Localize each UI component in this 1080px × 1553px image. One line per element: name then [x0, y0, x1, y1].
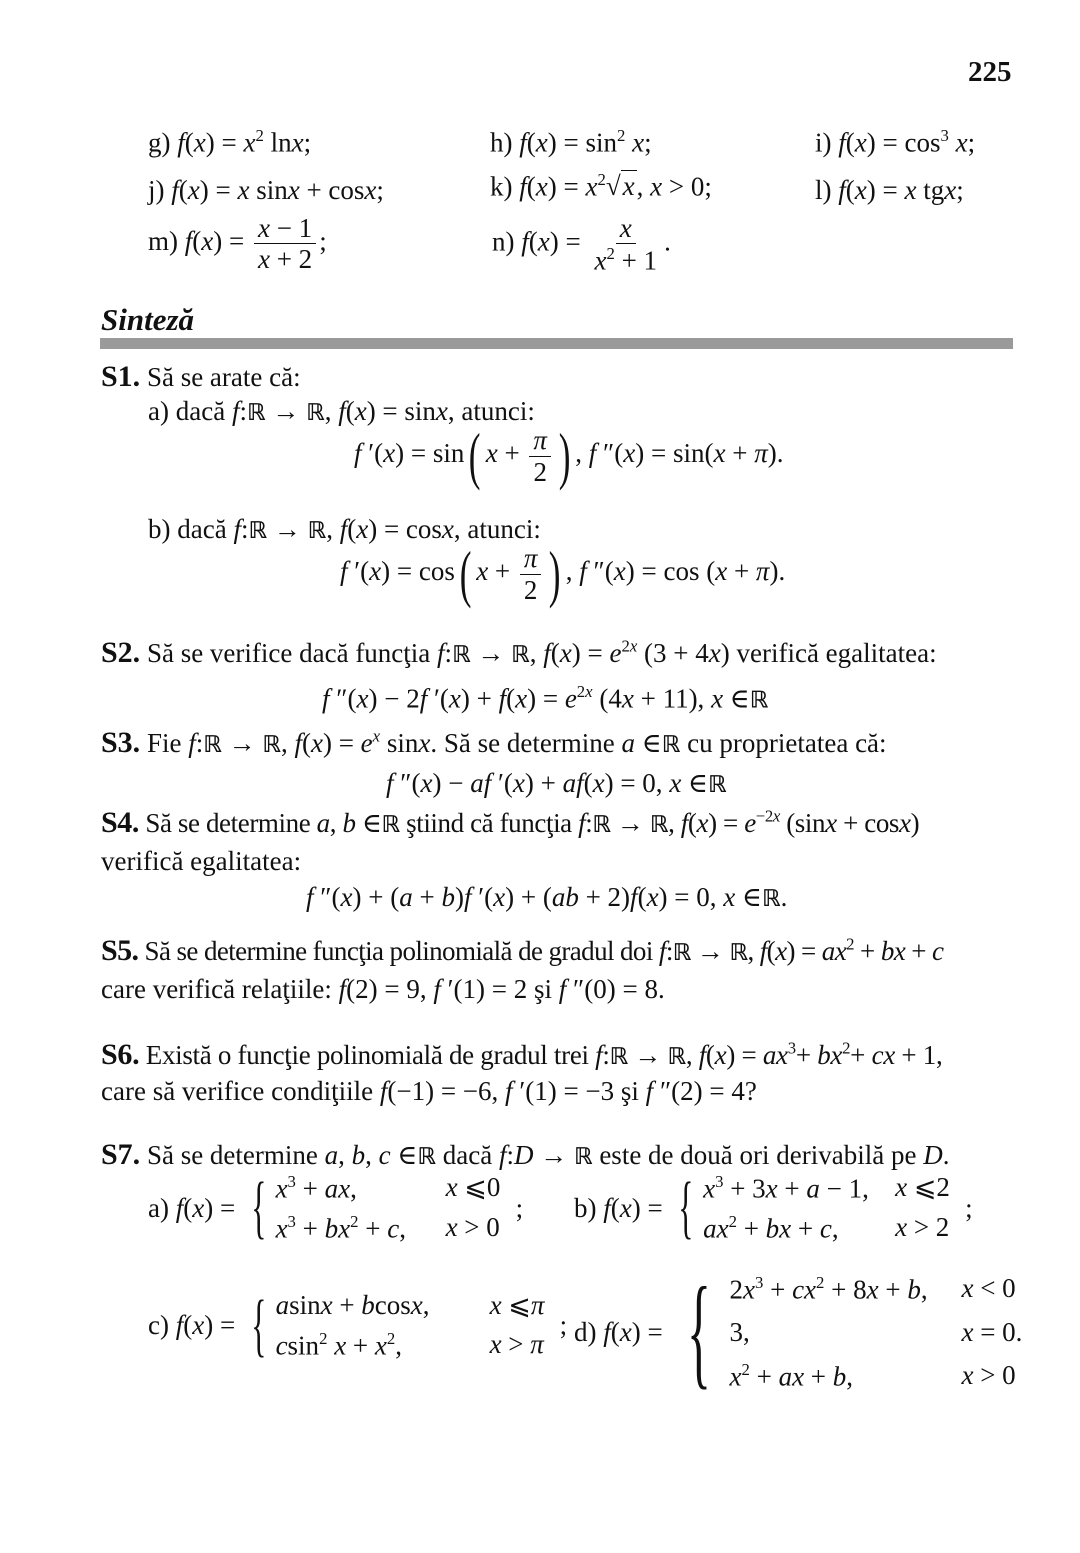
- exercise-k: k) $f(x) = x^2√x$, x > 0;: [490, 170, 712, 202]
- problem-s1-b-formula: f ′(x) = cos( x + $\frac{\pi}{2}$ ) , f ″(x) = cos (x + π).: [340, 538, 786, 609]
- page-number: 225: [968, 56, 1012, 88]
- problem-s7-c: c) f ( x ) = { asinx + bcosx, x ⩽π csin$^2$ $x + x^2$, x > π ;: [148, 1286, 568, 1364]
- problem-s3-statement: S3. Fie f:ℝ → ℝ, $f(x) = e^x$ sinx. Să se determine a ∈ℝ cu proprietatea că:: [101, 726, 887, 759]
- problem-s7-d: d) f ( x ) = { $2x^3 + cx^2 + 8x + b$, x < 0 3, x = 0. $x^2$ + ax + b, x > 0: [574, 1263, 1023, 1401]
- exercise-h: h) $f(x) = \sin^2 x$;: [490, 126, 652, 158]
- problem-s7-b: b) f ( x ) = { $x^3 + 3x + a - 1$, x ⩽2 $ax^2$ + bx + c, x > 2 ;: [574, 1169, 973, 1247]
- exercise-l: l) f(x) = x tgx;: [815, 175, 964, 205]
- exercise-g: g) $f(x) = x^2$ lnx;: [148, 126, 312, 158]
- problem-s1-a: a) dacă f:ℝ → ℝ, f(x) = sinx, atunci:: [148, 396, 535, 426]
- problem-s2-formula: f ″(x) − 2f $'(x) + f(x) = e^{2x}$ (4x + 11), x ∈ℝ: [322, 682, 769, 714]
- problem-s2-statement: S2. Să se verifice dacă funcţia f:ℝ → ℝ, $f(x) = e^{2x}$ (3 + 4x) verifică egalitatea:: [101, 636, 937, 669]
- exercise-i: i) $f(x) = \cos^3 x$;: [815, 126, 976, 158]
- problem-s4-formula: f ″(x) + (a + b)f ′(x) + (ab + 2)f(x) = 0, x ∈ℝ.: [306, 882, 788, 912]
- problem-s1-a-formula: f ′(x) = sin( x + $\frac{\pi}{2}$ ) , f ″(x) = sin(x + π).: [354, 420, 784, 491]
- problem-s1-statement: S1. Să se arate că:: [101, 360, 301, 393]
- problem-s7-a: a) f ( x ) = { $x^3$ + ax, x ⩽0 $x^3 + bx^2 + c$, x > 0 ;: [148, 1169, 524, 1247]
- problem-s5-conditions: care verifică relaţiile: f(2) = 9, f ′(1) = 2 şi f ″(0) = 8.: [101, 974, 665, 1004]
- exercise-m: m) f(x) = $\frac{x - 1}{x + 2}$ ;: [148, 213, 327, 275]
- section-divider: [100, 338, 1013, 349]
- problem-s5-statement: S5. Să se determine funcţia polinomială de gradul doi f:ℝ → ℝ, $f(x) = ax^2$ + bx + c: [101, 934, 944, 967]
- problem-s6-statement: S6. Există o funcţie polinomială de gradul trei f:ℝ → ℝ, $f(x) = ax^3+ bx^2+$ cx + 1,: [101, 1038, 943, 1071]
- problem-s3-formula: f ″(x) − af ′(x) + af(x) = 0, x ∈ℝ: [386, 768, 727, 798]
- problem-s4-statement-cont: verifică egalitatea:: [101, 846, 302, 876]
- exercise-n: n) f(x) = $\frac{x}{x^2 + 1}$ .: [492, 213, 671, 276]
- problem-s4-statement: S4. Să se determine a, b ∈ℝ ştiind că funcţia f:ℝ → ℝ, $f(x) = e^{-2x}$ (sinx + cosx): [101, 806, 920, 839]
- problem-s7-statement: S7. Să se determine a, b, c ∈ℝ dacă f:D → ℝ este de două ori derivabilă pe D.: [101, 1138, 950, 1171]
- problem-s1-b: b) dacă f:ℝ → ℝ, f(x) = cosx, atunci:: [148, 514, 541, 544]
- exercise-j: j) f(x) = x sinx + cosx;: [148, 175, 384, 205]
- section-title: Sinteză: [101, 302, 195, 337]
- problem-s6-conditions: care să verifice condiţiile f(−1) = −6, f ′(1) = −3 şi f ″(2) = 4?: [101, 1076, 757, 1106]
